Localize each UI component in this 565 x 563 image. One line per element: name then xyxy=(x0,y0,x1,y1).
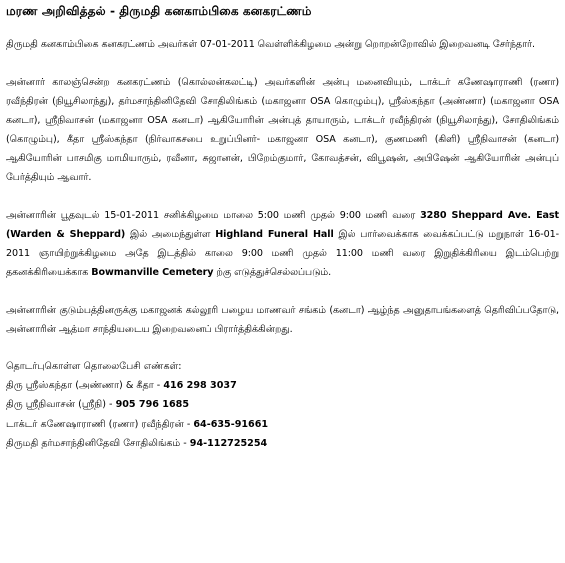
page-title: மரண அறிவித்தல் - திருமதி கனகாம்பிகை கனகரட்ணம் xyxy=(6,4,312,18)
condolence-paragraph: அன்னாரின் குடும்பத்தினருக்கு மகாஜனக் கல்லூரி பழைய மாணவர் சங்கம் (கனடா) ஆழ்ந்த அனுதாபங்களைத் தெரிவிப்பதோடு, அன்னாரின் ஆத்மா சாந்தியடைய இறைவனைப் பிரார்த்திக்கின்றது. xyxy=(6,305,559,335)
cemetery-name: Bowmanville Cemetery xyxy=(91,267,214,278)
contact-number: 905 796 1685 xyxy=(115,399,189,411)
funeral-details-paragraph xyxy=(6,206,559,282)
funeral-text-part1: அன்னாரின் பூதவுடல் 15-01-2011 சனிக்கிழமை மாலை 5:00 மணி முதல் 9:00 மணி வரை xyxy=(6,210,421,221)
contact-row xyxy=(6,434,559,453)
funeral-text-part4: ற்கு எடுத்துச்செல்லப்படும். xyxy=(213,267,332,278)
contact-section xyxy=(6,357,559,453)
funeral-address: 3280 Sheppard Ave. East (Warden & Sheppard) xyxy=(6,210,559,240)
funeral-text-part3: இல் பார்வைக்காக வைக்கப்பட்டு மறுநாள் 16-01-2011 ஞாயிற்றுக்கிழமை அதே இடத்தில் காலை 9:00 மணி முதல் 11:00 மணி வரை இறுதிக்கிரியை இடம்பெற்று தகனக்கிரியைக்காக xyxy=(6,229,560,278)
funeral-venue: Highland Funeral Hall xyxy=(215,229,334,240)
contact-number: 94-112725254 xyxy=(189,437,268,449)
contact-name: திருமதி தர்மசாந்தினிதேவி சோதிலிங்கம் - xyxy=(6,437,190,449)
contact-name: டாக்டர் கணேஷாராணி (ரணா) ரவீந்திரன் - xyxy=(6,418,194,430)
contact-heading: தொடர்புகொள்ள தொலைபேசி எண்கள்: xyxy=(6,361,182,372)
contact-name: திரு ஸ்ரீஸ்கந்தா (அண்ணா) & கீதா - xyxy=(6,380,164,392)
contact-row xyxy=(6,415,559,434)
funeral-text-part2: இல் அமைந்துள்ள xyxy=(125,229,216,240)
contact-number: 416 298 3037 xyxy=(163,380,237,392)
family-paragraph: அன்னார் காலஞ்சென்ற கனகரட்ணம் (கொல்லன்கலட்டி) அவர்களின் அன்பு மனைவியும், டாக்டர் கணேஷாராணி (ரணா) ரவீந்திரன் (நியூசிலாந்து), தர்மசாந்தினிதேவி சோதிலிங்கம் (மகாஜனா OSA கொழும்பு), ஸ்ரீஸ்கந்தா (அண்ணா) (மகாஜனா OSA கனடா), ஸ்ரீநிவாசன் (மகாஜனா OSA கனடா) ஆகியோரின் அன்புத் தாயாரும், டாக்டர் ரவீந்திரன் (நியூசிலாந்து), சோதிலிங்கம் (கொழும்பு), கீதா ஸ்ரீஸ்கந்தா (நிர்வாகசபை உறுப்பினர்- மகாஜனா OSA கனடா), குணமணி (கிளி) ஸ்ரீநிவாசன் (கனடா) ஆகியோரின் பாசமிகு மாமியாரும், ரவீனா, சுஜானன், பிறேம்குமார், கோவத்சன், விபூஷன், அபிஷேன் ஆகியோரின் அன்புப் பேர்த்தியும் ஆவார். xyxy=(6,77,559,183)
contact-row xyxy=(6,395,559,414)
death-announcement-paragraph: திருமதி கனகாம்பிகை கனகரட்ணம் அவர்கள் 07-01-2011 வெள்ளிக்கிழமை அன்று றொறன்றோவில் இறைவனடி சேர்ந்தார். xyxy=(6,39,535,50)
contact-number: 64-635-91661 xyxy=(193,418,269,430)
contact-row xyxy=(6,376,559,395)
contact-name: திரு ஸ்ரீநிவாசன் (ஸ்ரீநி) - xyxy=(6,399,116,411)
